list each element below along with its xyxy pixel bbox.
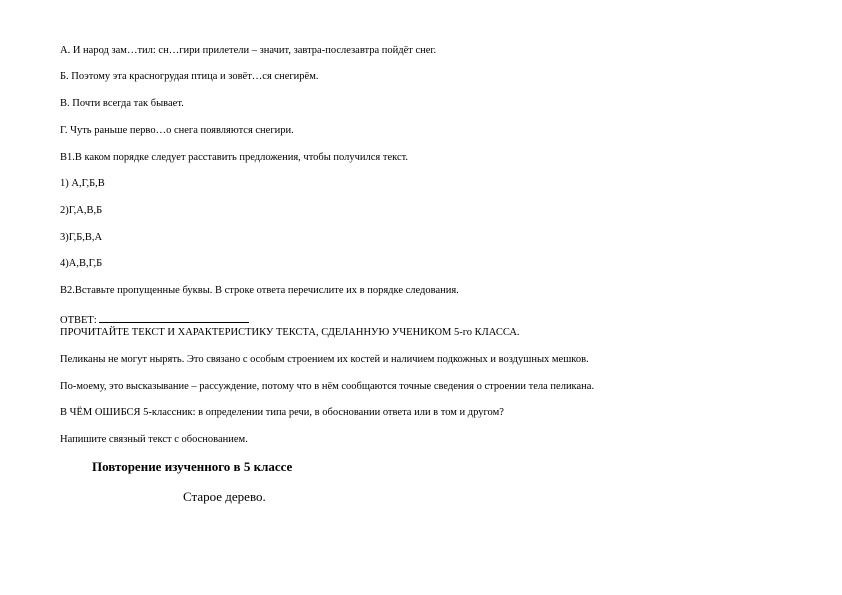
sentence-g: Г. Чуть раньше перво…о снега появляются снегири. <box>60 125 294 136</box>
writing-task: Напишите связный текст с обоснованием. <box>60 434 248 445</box>
task-b2-question: В2.Вставьте пропущенные буквы. В строке ответа перечислите их в порядке следования. <box>60 285 459 296</box>
task-b1-option-4: 4)А,В,Г,Б <box>60 258 103 269</box>
task-b1-option-2: 2)Г,А,В,Б <box>60 205 103 216</box>
task-b1-option-1: 1) А,Г,Б,В <box>60 178 105 189</box>
answer-label: ОТВЕТ: <box>60 315 97 326</box>
sentence-v: В. Почти всегда так бывает. <box>60 98 184 109</box>
section-title: Повторение изученного в 5 классе <box>92 459 293 474</box>
student-characteristic: По-моему, это высказывание – рассуждение, потому что в нём сообщаются точные сведения о строении тела пеликана. <box>60 381 595 392</box>
read-instruction: ПРОЧИТАЙТЕ ТЕКСТ И ХАРАКТЕРИСТИКУ ТЕКСТА, СДЕЛАННУЮ УЧЕНИКОМ 5-го КЛАССА. <box>60 327 520 338</box>
read-text: Пеликаны не могут нырять. Это связано с особым строением их костей и наличием подкожных и воздушных мешков. <box>60 354 589 365</box>
task-b1-question: В1.В каком порядке следует расставить предложения, чтобы получился текст. <box>60 152 409 163</box>
sentence-b: Б. Поэтому эта красногрудая птица и зовёт…ся снегирём. <box>60 71 319 82</box>
sentence-a: А. И народ зам…тил: сн…гири прилетели – значит, завтра-послезавтра пойдёт снег. <box>60 45 437 56</box>
answer-row <box>60 311 249 327</box>
section-subtitle: Старое дерево. <box>183 489 266 504</box>
error-question: В ЧЁМ ОШИБСЯ 5-классник: в определении типа речи, в обосновании ответа или в том и другом? <box>60 407 504 418</box>
task-b1-option-3: 3)Г,Б,В,А <box>60 232 103 243</box>
answer-input-line <box>99 311 249 323</box>
